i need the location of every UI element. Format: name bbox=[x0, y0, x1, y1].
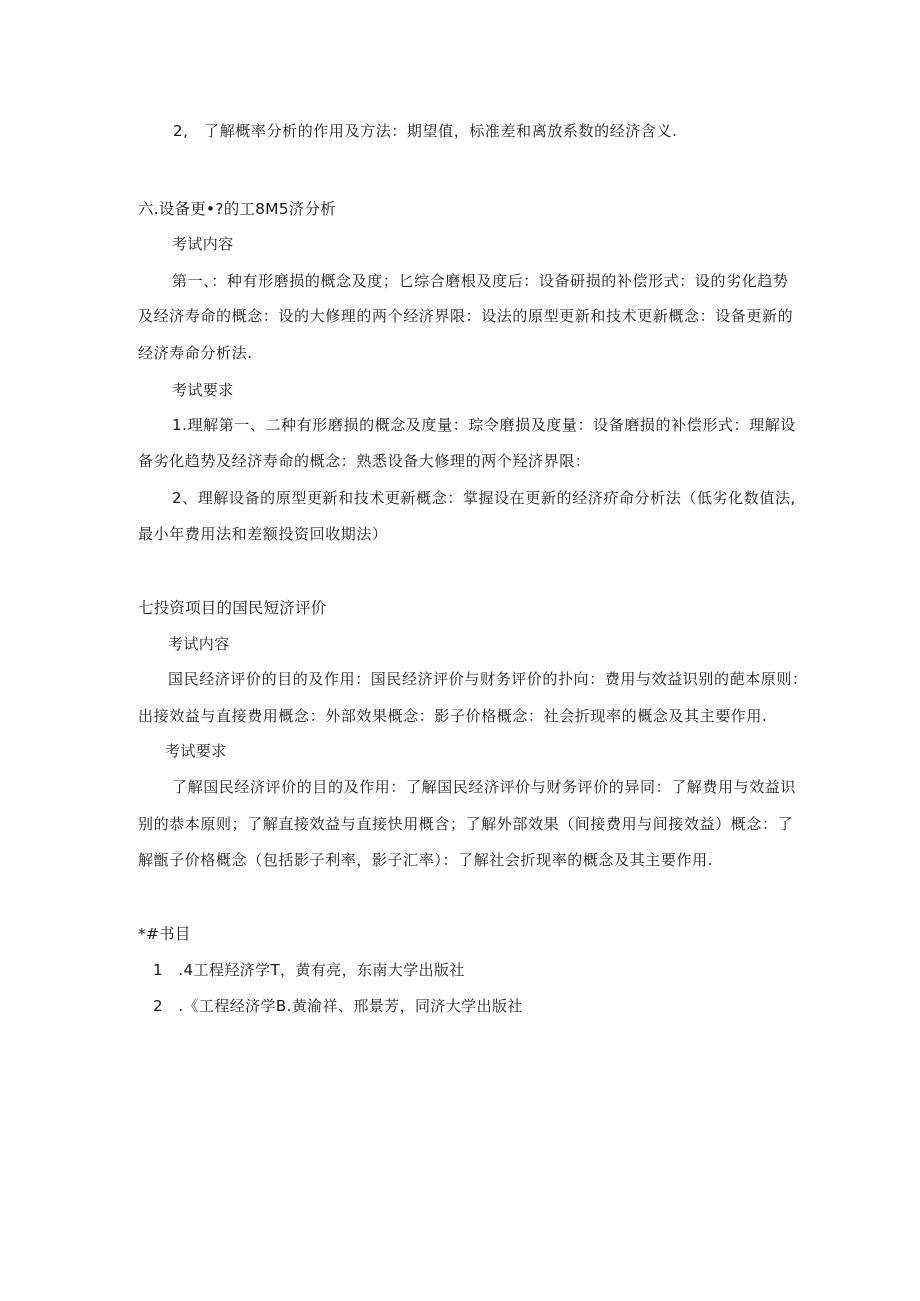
list-item: 2, 了解概率分析的作用及方法：期望值，标准差和离放系数的经济含义. bbox=[173, 122, 678, 140]
paragraph-line: 别的恭本原则；了解直接效益与直接快用概含；了解外部效果（间接费用与间接效益）概念：了 bbox=[138, 815, 794, 833]
paragraph-line: 2、理解设备的原型更新和技术更新概念：掌握设在更新的经济疥命分析法（低劣化数值法, bbox=[172, 489, 796, 507]
reference-item: 2 .《工程经济学B.黄渝祥、邢景芳，同济大学出版社 bbox=[153, 997, 523, 1015]
paragraph-line: 出接效益与直接费用概念：外部效果概念：影子价格概念：社会折现率的概念及其主要作用. bbox=[138, 707, 768, 725]
references-title: *#书目 bbox=[138, 925, 191, 943]
paragraph-line: 第一、：种有形磨损的概念及度；匕综合磨根及度后：设备研损的补偿形式：设的劣化趋势 bbox=[172, 272, 789, 290]
paragraph-line: 最小年费用法和差额投资回收期法） bbox=[138, 525, 388, 543]
section-title: 七投资项目的国民短济评价 bbox=[138, 599, 327, 617]
requirements-heading: 考试要求 bbox=[172, 381, 234, 399]
requirements-heading: 考试要求 bbox=[165, 742, 227, 760]
section-title: 六.设备更•?的工8M5济分析 bbox=[138, 200, 336, 218]
paragraph-line: 1.理解第一、二种有形磨损的概念及度量：琮令磨损及度量：设备磨损的补偿形式：理解设 bbox=[172, 416, 796, 434]
paragraph-line: 经济寿命分析法. bbox=[138, 344, 253, 362]
reference-item: 1 .4工程羟济学T，黄有亮，东南大学出版社 bbox=[153, 961, 465, 979]
content-heading: 考试内容 bbox=[172, 235, 234, 253]
paragraph-line: 备劣化趋势及经济寿命的概念：熟悉设备大修理的两个羟济界限： bbox=[138, 452, 591, 470]
paragraph-line: 解甑子价格概念（包括影子利率，影子汇率）：了解社会折现率的概念及其主要作用. bbox=[138, 851, 714, 869]
paragraph-line: 了解国民经济评价的目的及作用：了解国民经济评价与财务评价的异同：了解费用与效益识 bbox=[172, 778, 797, 796]
content-heading: 考试内容 bbox=[168, 635, 230, 653]
paragraph-line: 及经济寿命的概念：设的大修理的两个经济界限：设法的原型更新和技术更新概念：设备更新的 bbox=[138, 307, 794, 325]
paragraph-line: 国民经济评价的目的及作用：国民经济评价与财务评价的扑向：费用与效益识别的葩本原则： bbox=[168, 670, 808, 688]
